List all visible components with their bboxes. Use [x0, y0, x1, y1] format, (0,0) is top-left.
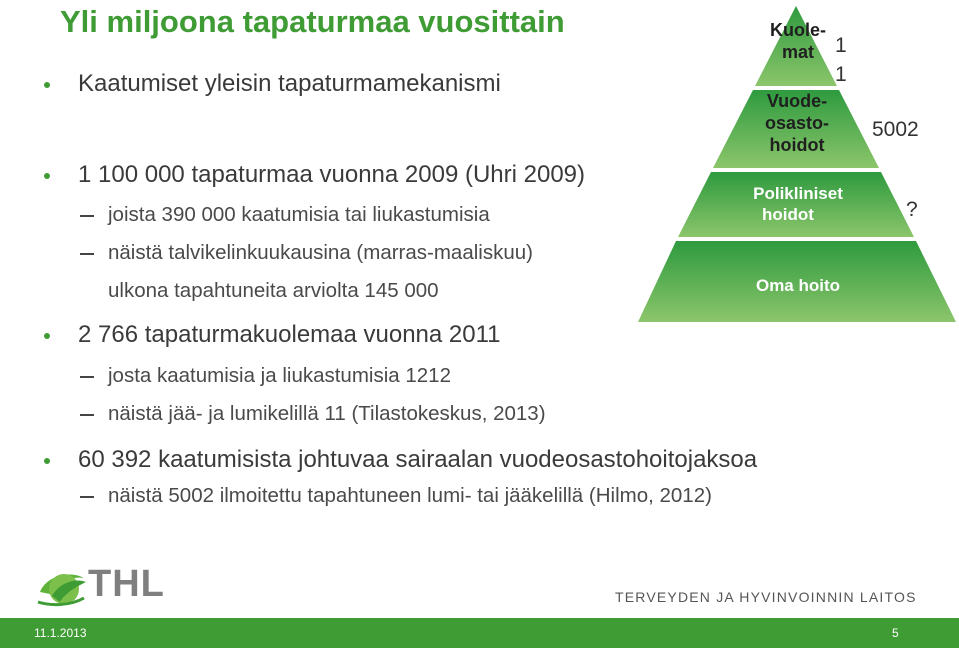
slide-title: Yli miljoona tapaturmaa vuosittain	[60, 4, 565, 39]
bullet-text: 1 100 000 tapaturmaa vuonna 2009 (Uhri 2009)	[78, 161, 586, 188]
bullet-marker	[44, 458, 50, 464]
pyramid-label: hoidot	[769, 135, 825, 155]
bullet-marker	[44, 173, 50, 179]
page-number: 5	[892, 626, 899, 640]
dash-marker	[80, 253, 94, 255]
pyramid-value: ?	[906, 198, 918, 221]
bullet-marker	[44, 333, 50, 339]
pyramid-label: mat	[781, 42, 815, 62]
bullet-text: ulkona tapahtuneita arviolta 145 000	[108, 279, 439, 302]
bullet-text: 60 392 kaatumisista johtuvaa sairaalan vuodeosastohoitojaksoa	[78, 446, 758, 473]
dash-marker	[80, 376, 94, 378]
dash-marker	[80, 215, 94, 217]
pyramid-label: osasto-	[764, 113, 830, 133]
institute-name: TERVEYDEN JA HYVINVOINNIN LAITOS	[615, 589, 917, 605]
bullet-text: Kaatumiset yleisin tapaturmamekanismi	[78, 70, 501, 97]
pyramid-value: 1	[835, 63, 847, 86]
pyramid-label: Vuode-	[766, 91, 828, 111]
bullet-text: joista 390 000 kaatumisia tai liukastumisia	[108, 203, 490, 226]
pyramid-value: 5002	[872, 118, 919, 141]
bullet-text: näistä 5002 ilmoitettu tapahtuneen lumi- tai jääkelillä (Hilmo, 2012)	[108, 484, 712, 507]
logo-text: THL	[88, 563, 165, 605]
footer-date: 11.1.2013	[34, 626, 87, 640]
bullet-marker	[44, 82, 50, 88]
pyramid-value: 1	[835, 34, 847, 57]
footer-bar	[0, 618, 959, 648]
injury-pyramid-diagram	[636, 4, 958, 326]
bullet-text: näistä jää- ja lumikelillä 11 (Tilastokeskus, 2013)	[108, 402, 546, 425]
bullet-text: josta kaatumisia ja liukastumisia 1212	[108, 364, 451, 387]
pyramid-label: Polikliniset	[753, 184, 843, 203]
pyramid-label: Oma hoito	[755, 276, 841, 295]
dash-marker	[80, 414, 94, 416]
pyramid-label: Kuole-	[770, 20, 826, 40]
pyramid-label: hoidot	[762, 205, 814, 224]
bullet-text: näistä talvikelinkuukausina (marras-maaliskuu)	[108, 241, 533, 264]
bullet-text: 2 766 tapaturmakuolemaa vuonna 2011	[78, 321, 501, 348]
dash-marker	[80, 496, 94, 498]
